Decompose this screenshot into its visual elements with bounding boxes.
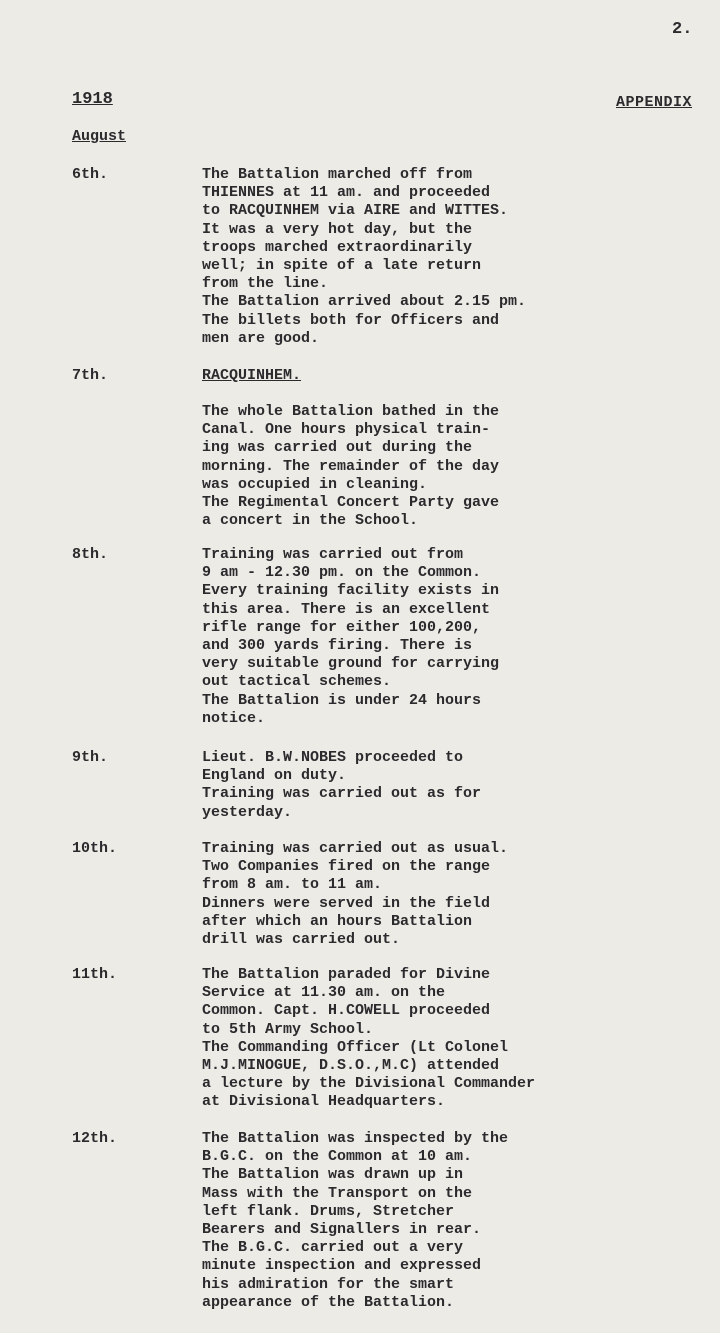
entry-line: The Battalion was inspected by the bbox=[202, 1130, 509, 1147]
entry-text bbox=[202, 1130, 712, 1312]
entry-line: Common. Capt. H.COWELL proceeded bbox=[202, 1002, 491, 1020]
entry-line: drill was carried out. bbox=[202, 931, 401, 949]
entry-line: England on duty. bbox=[202, 767, 347, 785]
entry-line: Dinners were served in the field bbox=[202, 894, 491, 912]
entry-line: 9 am - 12.30 pm. on the Common. bbox=[202, 564, 482, 582]
entry-line: his admiration for the smart bbox=[202, 1275, 455, 1293]
entry-line: after which an hours Battalion bbox=[202, 912, 473, 930]
entry-line: morning. The remainder of the day bbox=[202, 457, 500, 475]
entry-line: left flank. Drums, Stretcher bbox=[202, 1202, 455, 1220]
entry-line: to RACQUINHEM via AIRE and WITTES. bbox=[202, 202, 509, 220]
entry-date: 9th. bbox=[72, 749, 109, 766]
entry-date: 10th. bbox=[72, 840, 118, 857]
entry-line: Lieut. B.W.NOBES proceeded to bbox=[202, 749, 464, 766]
entry-line: appearance of the Battalion. bbox=[202, 1293, 455, 1311]
entry-line: at Divisional Headquarters. bbox=[202, 1093, 446, 1111]
entry-line: rifle range for either 100,200, bbox=[202, 618, 482, 636]
entry-line: very suitable ground for carrying bbox=[202, 655, 500, 673]
entry-line: ing was carried out during the bbox=[202, 439, 473, 457]
entry-line: It was a very hot day, but the bbox=[202, 220, 473, 238]
entry-date: 12th. bbox=[72, 1130, 118, 1147]
entry-line: Mass with the Transport on the bbox=[202, 1184, 473, 1202]
entry-line: a concert in the School. bbox=[202, 512, 419, 530]
entry-line: THIENNES at 11 am. and proceeded bbox=[202, 184, 491, 202]
entry-line: Training was carried out as usual. bbox=[202, 840, 509, 857]
entry-line: from the line. bbox=[202, 275, 329, 293]
entry-line: M.J.MINOGUE, D.S.O.,M.C) attended bbox=[202, 1057, 500, 1075]
entry-line: minute inspection and expressed bbox=[202, 1257, 482, 1275]
entry-text bbox=[202, 166, 712, 348]
entry-line: Bearers and Signallers in rear. bbox=[202, 1221, 482, 1239]
entry-line: this area. There is an excellent bbox=[202, 600, 491, 618]
entry-line: Two Companies fired on the range bbox=[202, 858, 491, 876]
entry-text bbox=[202, 749, 712, 822]
entry-line: Training was carried out as for bbox=[202, 785, 482, 803]
entry-line: The Battalion was drawn up in bbox=[202, 1166, 464, 1184]
entry-line: The B.G.C. carried out a very bbox=[202, 1239, 464, 1257]
entry-line: yesterday. bbox=[202, 803, 293, 821]
entry-line: The Battalion arrived about 2.15 pm. bbox=[202, 293, 527, 311]
entry-text bbox=[202, 546, 712, 728]
entry-line: The Battalion is under 24 hours bbox=[202, 691, 482, 709]
entry-line: was occupied in cleaning. bbox=[202, 475, 428, 493]
entry-date: 7th. bbox=[72, 367, 109, 384]
entry-line: Service at 11.30 am. on the bbox=[202, 984, 446, 1002]
entry-date: 8th. bbox=[72, 546, 109, 563]
entry-text bbox=[202, 367, 712, 530]
entry-line: The Battalion paraded for Divine bbox=[202, 966, 491, 983]
place-heading: RACQUINHEM. bbox=[202, 367, 302, 384]
entry-line: Every training facility exists in bbox=[202, 582, 500, 600]
entry-text bbox=[202, 966, 712, 1112]
entry-line: from 8 am. to 11 am. bbox=[202, 876, 383, 894]
appendix-label: APPENDIX bbox=[616, 94, 693, 111]
entry-line: The Commanding Officer (Lt Colonel bbox=[202, 1038, 509, 1056]
entry-line: men are good. bbox=[202, 329, 320, 347]
entry-text bbox=[202, 840, 712, 949]
entry-line: a lecture by the Divisional Commander bbox=[202, 1075, 536, 1093]
entry-line: out tactical schemes. bbox=[202, 673, 392, 691]
entry-date: 6th. bbox=[72, 166, 109, 183]
entry-line: notice. bbox=[202, 709, 266, 727]
entry-line: The Regimental Concert Party gave bbox=[202, 494, 500, 512]
entry-line: The Battalion marched off from bbox=[202, 166, 473, 183]
entry-line: to 5th Army School. bbox=[202, 1020, 374, 1038]
month-heading: August bbox=[72, 128, 127, 145]
entry-line: The billets both for Officers and bbox=[202, 311, 500, 329]
entry-line: well; in spite of a late return bbox=[202, 257, 482, 275]
entry-line: Canal. One hours physical train- bbox=[202, 421, 491, 439]
entry-date: 11th. bbox=[72, 966, 118, 983]
entry-line: troops marched extraordinarily bbox=[202, 238, 473, 256]
page-number: 2. bbox=[672, 20, 693, 39]
entry-line: and 300 yards firing. There is bbox=[202, 637, 473, 655]
entry-line: The whole Battalion bathed in the bbox=[202, 403, 500, 420]
entry-line: Training was carried out from bbox=[202, 546, 464, 563]
year-heading: 1918 bbox=[72, 90, 113, 109]
entry-line: B.G.C. on the Common at 10 am. bbox=[202, 1148, 473, 1166]
